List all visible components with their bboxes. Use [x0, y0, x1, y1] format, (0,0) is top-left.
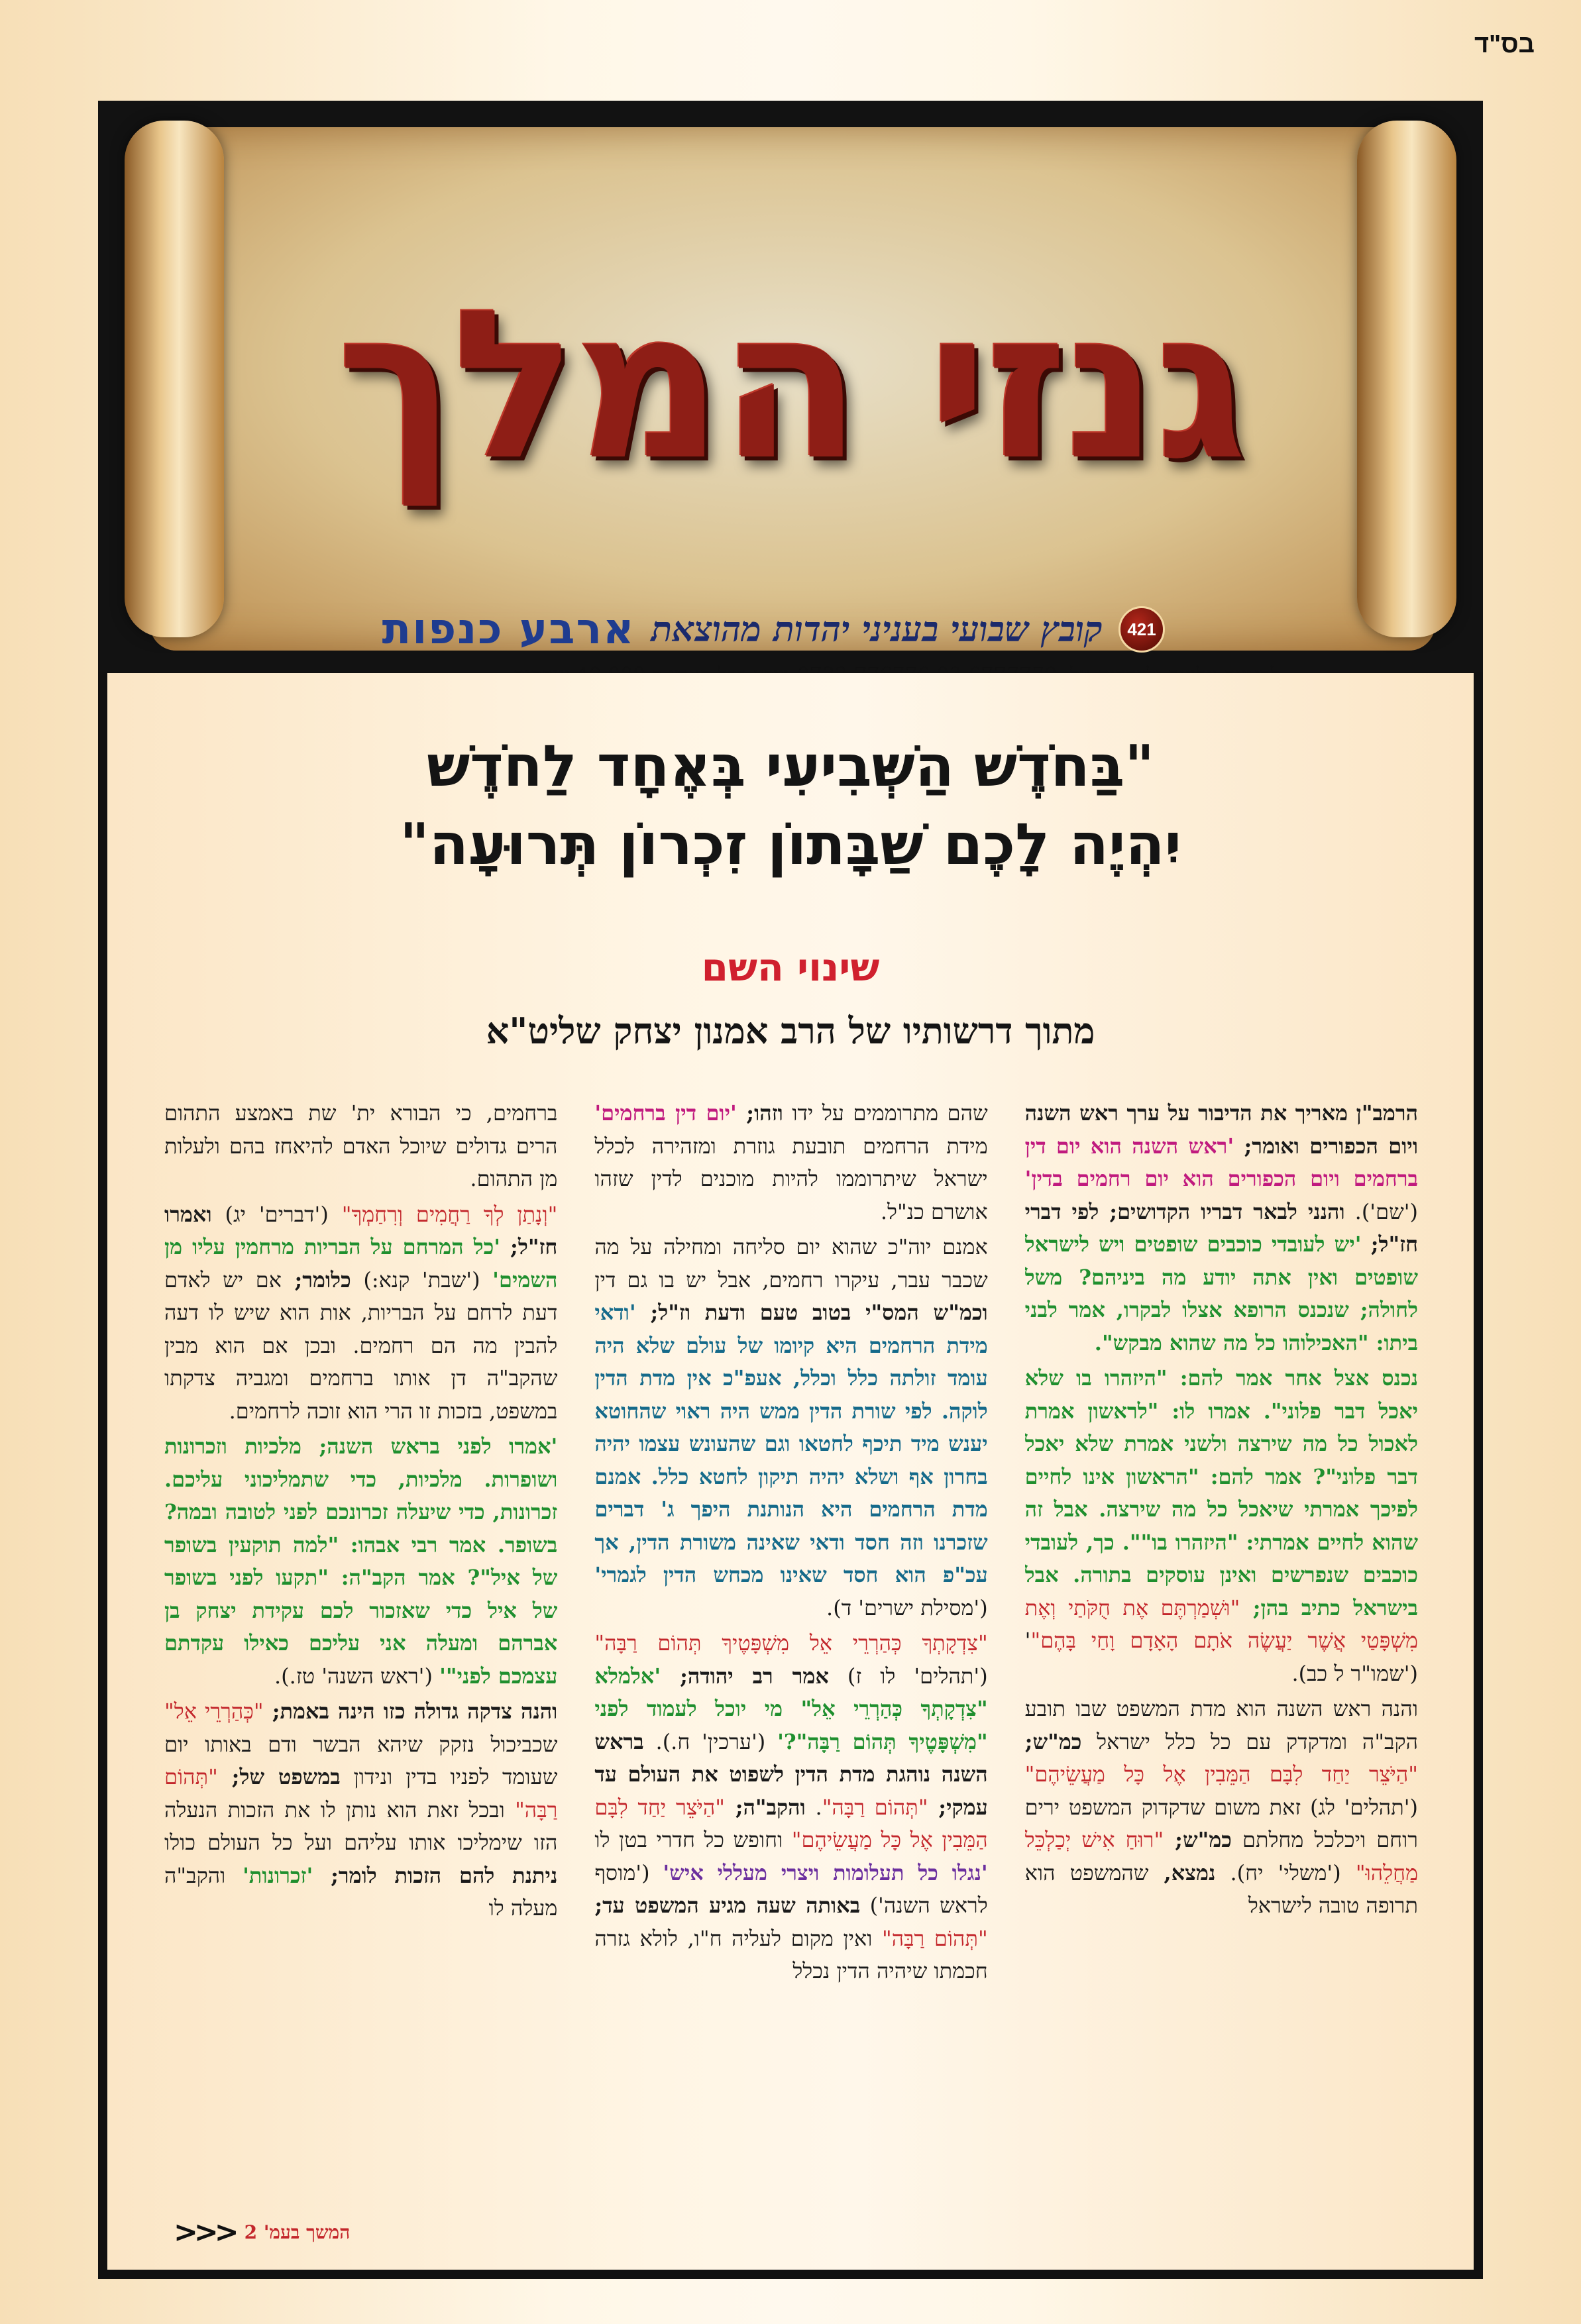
text-run: 'כל המרחם על הבריות מרחמין עליו מן השמים'	[164, 1234, 558, 1293]
masthead-subtitle: קובץ שבועי בעניני יהדות מהוצאת	[651, 609, 1103, 650]
text-run: שהם מתרוממים על ידו	[783, 1100, 988, 1126]
text-run: 'ודאי מידת הרחמים היא קיומו של עולם שלא היה עומד זולתה כלל וכלל, אעפ"כ אין מדת הדין לוקה. לפי שורת הדין ממש היה ראוי שהחוטא יענש מיד תיכף לחטאו וגם שהעונש עצמו יהיה בחרון אף ושלא יהיה תיקון לחטא כלל. אמנם מדת הרחמים היא הנותנת היפך ג' דברים שזכרנו וזה חסד ודאי שאינה משורת הדין, אך עכ"פ הוא חסד שאינו מכחש הדין לגמרי'	[594, 1300, 988, 1587]
text-run: הרמב"ן מאריך את הדיבור על ערך ראש השנה ויום הכפורים ואומר;	[1024, 1100, 1418, 1159]
scroll-roll-right	[1357, 121, 1456, 637]
text-run: וכמ"ש המס"י בטוב טעם ודעת וז"ל;	[635, 1300, 988, 1325]
text-run: נכנס אצל אחר אמר להם: "היזהרו בו שלא יאכל דבר פלוני". אמרו לו: "לראשון אמרת לאכול כל מה שירצה ולשני אמרת שלא יאכל דבר פלוני"? אמר להם: "הראשון אינו לחיים לפיכך אמרתי שיאכל כל מה שירצה. אבל זה שהוא לחיים אמרתי: "היזהרו בו"". כך, לעובדי כוכבים שנפרשים ואינן עוסקים בתורה. אבל בישראל כתיב בהן;	[1024, 1365, 1418, 1620]
text-run: "וּשְׁמַרְתֶּם אֶת חֻקֹּתַי וְאֶת מִשְׁפָּטַי אֲשֶׁר יַעֲשֶׂה אֹתָם הָאָדָם וָחַי בָּהֶם"	[1024, 1595, 1418, 1653]
text-run: ('ראש השנה' טז.).	[274, 1663, 440, 1689]
paragraph	[1025, 1097, 1418, 1359]
text-run: והנני לבאר דבריו הקדושים; לפי דברי חז"ל;	[1024, 1198, 1418, 1257]
section-title: שינוי השם	[701, 945, 880, 990]
text-run: "תְּהוֹם רַבָּה"	[882, 1925, 988, 1951]
text-run: ('שבת' קנא:)	[351, 1267, 493, 1293]
text-run: "תְּהוֹם רַבָּה"	[822, 1794, 928, 1820]
text-run: והנה ראש השנה הוא מדת המשפט שבו תובע הקב"ה ומדקדק עם כל כלל ישראל	[1024, 1696, 1418, 1754]
text-run: ('שם').	[1344, 1198, 1418, 1224]
text-run: והנה צדקה גדולה כזו הינה באמת;	[263, 1699, 558, 1724]
text-run: 'נגלו כל תעלומות ויצרי מעללי איש'	[663, 1860, 988, 1885]
text-run: אמר רב יהודה;	[661, 1663, 829, 1689]
issue-number-badge: 421	[1118, 606, 1165, 653]
text-run: ('ערכין' ח.).	[643, 1728, 778, 1754]
paragraph	[594, 1627, 987, 1988]
paragraph	[164, 1198, 557, 1428]
text-run: ('תהלים' לג) זאת משום שדקדוק המשפט ירים רוחם ויכלכל מחלתם	[1024, 1794, 1418, 1852]
text-run: במשפט של;	[217, 1764, 341, 1789]
article-area	[107, 673, 1474, 2270]
article-headline	[107, 727, 1474, 884]
masthead-title: גנזי המלך	[336, 266, 1245, 505]
text-column-3	[164, 1097, 557, 2250]
text-run: "כְּהַרְרֵי אֵל"	[164, 1699, 264, 1724]
text-run: ('מוסף לראש השנה')	[594, 1860, 988, 1918]
continuation-text: המשך בעמ' 2	[244, 2221, 351, 2243]
text-run: והקב"ה מעלה לו	[164, 1862, 558, 1921]
text-run: 'זכרונות'	[243, 1862, 313, 1888]
text-run: וחופש כל חדרי בטן לו	[594, 1827, 792, 1852]
text-run: ואמרו חז"ל;	[164, 1201, 558, 1259]
bsd-marker: בס"ד	[1474, 30, 1535, 58]
text-run: "תְּהוֹם רַבָּה"	[164, 1764, 558, 1822]
text-run: "הַיֹּצֵר יַחַד לִבָּם הַמֵּבִין אֶל כָּל מַעֲשֵׂיהֶם"	[594, 1794, 988, 1852]
text-run: .	[805, 1794, 822, 1820]
text-run: ' ('שמו"ר ל כב).	[1024, 1628, 1418, 1686]
text-run: 'יש לעובדי כוכבים שופטים ויש לישראל שופטים ואין אתה יודע מה ביניהם? משל לחולה; שנכנס הרופא אצלו לבקרו, אמר לבני ביתו: "האכילוהו כל מה שהוא מבקש".	[1024, 1232, 1418, 1355]
text-run: 'ראש השנה הוא יום דין ברחמים ויום הכפורים הוא יום רחמים בדין'	[1024, 1133, 1418, 1191]
paragraph	[164, 1097, 557, 1196]
text-run: ('משלי' יח).	[1215, 1860, 1356, 1885]
text-run: ברחמים, כי הבורא ית' שת באמצע התהום הרים גדולים שיוכל האדם להיאחז בהם ולעלות מן התהום.	[164, 1100, 558, 1191]
publisher-brand: ארבע כנפות	[382, 605, 635, 654]
text-run: ואין מקום לעליה ח"ו, לולא גזרה חכמתו שיהיה הדין נכלל	[594, 1925, 988, 1983]
text-run: וזהו;	[736, 1100, 783, 1126]
arrow-left-icon: <<<	[174, 2215, 235, 2249]
article-columns	[164, 1097, 1418, 2250]
text-run: שהמשפט הוא תרופה טובה לישראל	[1024, 1860, 1418, 1918]
text-run: 'יום דין ברחמים'	[594, 1100, 737, 1126]
text-run: נמצא,	[1148, 1860, 1216, 1885]
paragraph	[164, 1430, 557, 1693]
text-run: ('דברים' יג)	[211, 1201, 342, 1227]
text-run: כמ"ש;	[1024, 1728, 1082, 1754]
text-run: "צִדְקָתְךָ כְּהַרְרֵי אֵל מִשְׁפָּטֶיךָ תְּהוֹם רַבָּה"	[594, 1630, 988, 1656]
text-run: ('מסילת ישרים' ד).	[826, 1595, 988, 1620]
text-run: מידת הרחמים תובעת גוזרת ומזהירה לכלל ישראל שיתרוממו להיות מוכנים לדין שזהו אושרם כנ"ל.	[594, 1133, 988, 1224]
text-run: ניתנת להם הזכות לומר;	[313, 1862, 558, 1888]
paragraph	[1025, 1362, 1418, 1690]
paragraph	[164, 1695, 557, 1925]
paragraph	[594, 1097, 987, 1228]
scroll-roll-left	[125, 121, 224, 637]
text-run: 'אלמלא "צִדְקָתְךָ כְּהַרְרֵי אֵל" מי יוכל לעמוד לפני "מִשְׁפָּטֶיךָ תְּהוֹם רַבָּה"?'	[594, 1663, 988, 1754]
masthead	[98, 101, 1483, 672]
text-run: והקב"ה;	[724, 1794, 806, 1820]
text-run: כלומר;	[281, 1267, 351, 1293]
text-run: "וְנָתַן לְךָ רַחֲמִים וְרִחַמְךָ"	[341, 1201, 558, 1227]
text-column-2	[594, 1097, 987, 2250]
text-run: ובכל זאת הוא נותן לו את הזכות הנעלה הזו שימליכו אותו עליהם ועל כל העולם כולו	[164, 1797, 558, 1855]
text-run: בראש השנה נוהגת מדת הדין לשפוט את העולם עד עמקי;	[594, 1728, 988, 1820]
text-run: ('תהלים' לו ז)	[828, 1663, 988, 1689]
text-run: שכביכול נזקק שיהא הבשר ודם באותו יום שעומד לפניו בדין ונידון	[164, 1731, 558, 1789]
text-run: "רוּחַ אִישׁ יְכַלְכֵּל מַחֲלֵהוּ"	[1024, 1827, 1418, 1885]
headline-line-1: "בַּחֹדֶשׁ הַשְּׁבִיעִי בְּאֶחָד לַחֹדֶשׁ	[426, 733, 1155, 800]
text-column-1	[1025, 1097, 1418, 2250]
headline-line-2: יִהְיֶה לָכֶם שַׁבָּתוֹן זִכְרוֹן תְּרוּעָה"	[400, 812, 1181, 878]
text-run: באותה שעה מגיע המשפט עד;	[594, 1893, 861, 1918]
article-byline: מתוך דרשותיו של הרב אמנון יצחק שליט"א	[486, 1010, 1095, 1052]
text-run: אם יש לאדם דעת לרחם על הבריות, אות הוא שיש לו דעה להבין מה הם רחמים. ובכן אם הוא מבין שהקב"ה דן אותו ברחמים ומגביה צדקתו במשפט, בזכות זו הרי הוא זוכה לרחמים.	[164, 1267, 558, 1424]
text-run: "הַיֹּצֵר יַחַד לִבָּם הַמֵּבִין אֶל כָּל מַעֲשֵׂיהֶם"	[1024, 1762, 1418, 1787]
text-run: כמ"ש;	[1164, 1827, 1232, 1852]
masthead-subtitle-row	[382, 603, 1165, 656]
text-run: 'אמרו לפני בראש השנה; מלכיות וזכרונות ושופרות. מלכיות, כדי שתמליכוני עליכם. זכרונות, כדי שיעלה זכרונכם לפני לטובה ובמה? בשופר. אמר רבי אבהו: "למה תוקעין בשופר של איל"? אמר הקב"ה: "תקעו לפני בשופר של איל כדי שאזכור לכם עקידת יצחק בן אברהם ומעלה אני עליכם כאילו עקדתם עצמכם לפני"'	[164, 1434, 558, 1689]
paragraph	[594, 1231, 987, 1624]
continuation-note[interactable]	[174, 2215, 350, 2249]
paragraph	[1025, 1693, 1418, 1923]
text-run: אמנם יוה"כ שהוא יום סליחה ומחילה על מה שכבר עבר, עיקרו רחמים, אבל יש בו גם דין	[594, 1234, 988, 1293]
